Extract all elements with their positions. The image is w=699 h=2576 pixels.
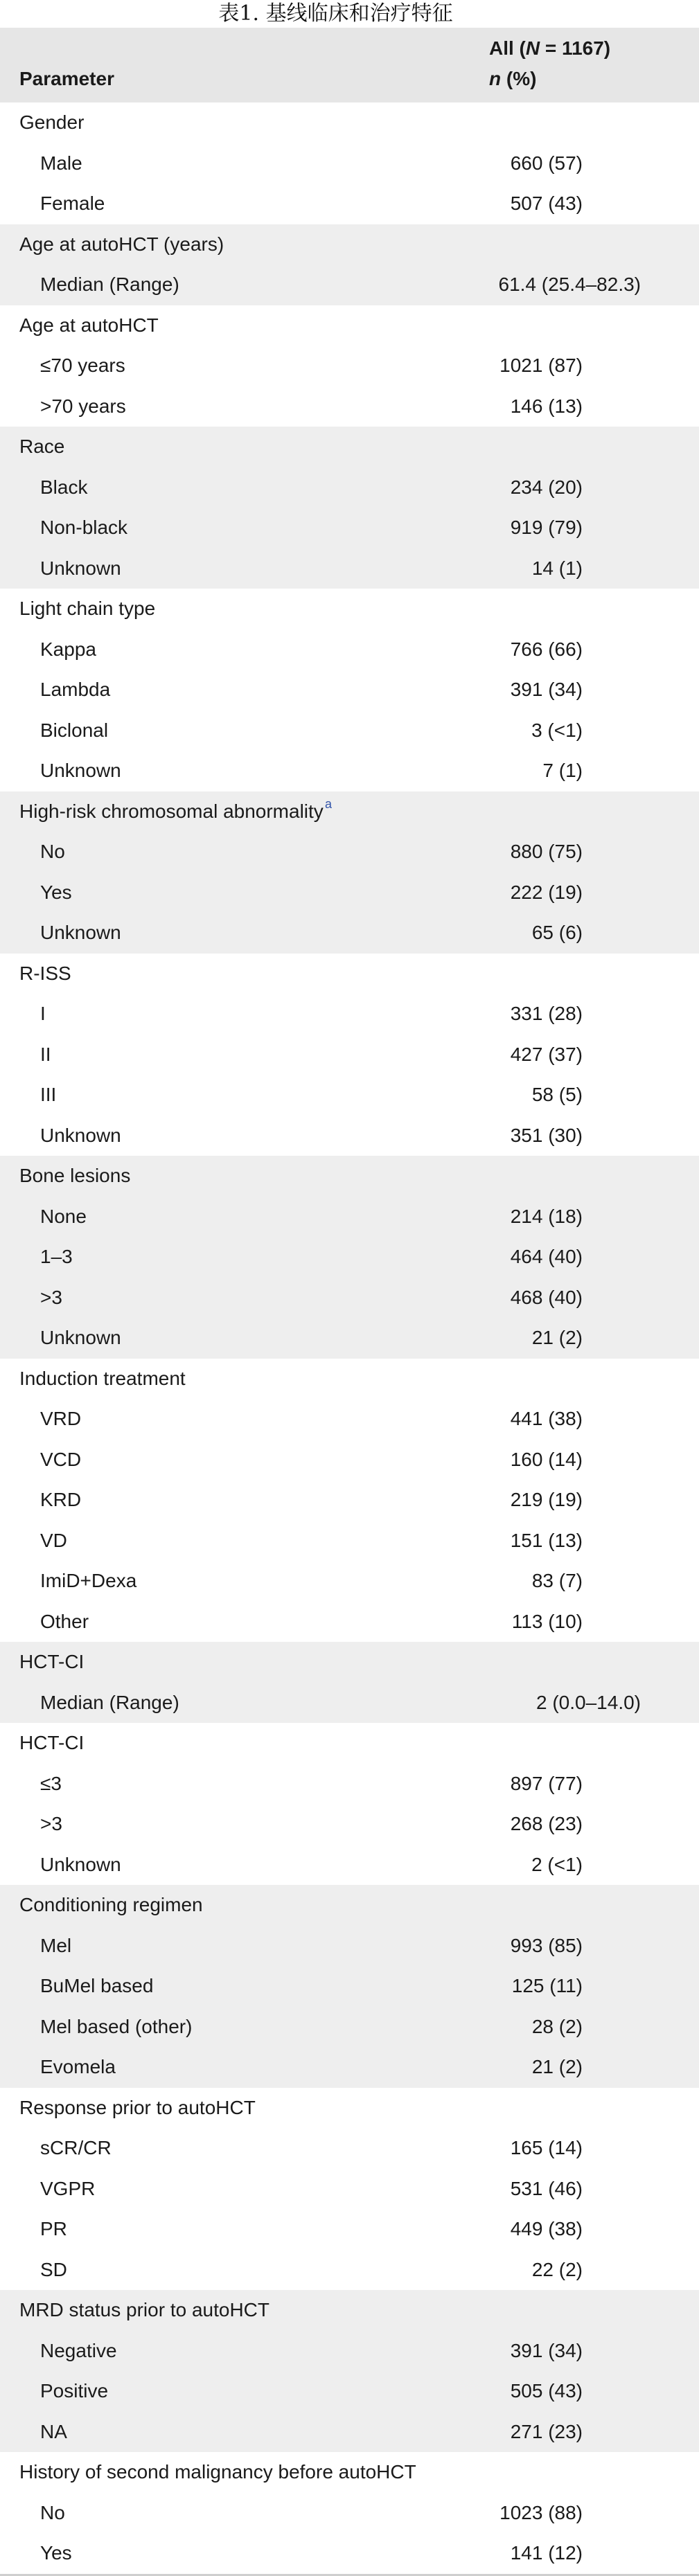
- table-row: [0, 994, 699, 1035]
- table-row: [0, 1278, 699, 1318]
- row-group: [0, 1156, 699, 1359]
- row-label: BuMel based: [40, 1975, 154, 1997]
- row-value: 65 (6): [531, 922, 583, 944]
- table-row: [0, 913, 699, 954]
- row-value: 880 (75): [510, 841, 583, 863]
- row-value: 22 (2): [531, 2258, 583, 2280]
- row-label: 1–3: [40, 1246, 73, 1268]
- row-label: No: [40, 841, 65, 863]
- row-value: 151 (13): [510, 1529, 583, 1551]
- group-heading: HCT-CI: [19, 1732, 85, 1754]
- group-heading-row: [0, 954, 699, 994]
- group-heading: Bone lesions: [19, 1165, 131, 1187]
- row-value: 1023 (88): [499, 2501, 583, 2523]
- row-label: KRD: [40, 1489, 82, 1511]
- table-row: [0, 2007, 699, 2048]
- row-label: Evomela: [40, 2056, 116, 2078]
- row-value: 219 (19): [510, 1489, 583, 1511]
- group-heading: Light chain type: [19, 598, 156, 620]
- group-heading: Age at autoHCT: [19, 314, 159, 336]
- table-header: [0, 28, 699, 102]
- row-value: 113 (10): [511, 1610, 583, 1632]
- table-row: [0, 1480, 699, 1521]
- group-heading-row: [0, 791, 699, 832]
- row-value: 83 (7): [531, 1570, 583, 1592]
- row-value: 468 (40): [510, 1286, 583, 1308]
- row-group: [0, 1359, 699, 1643]
- row-group: [0, 589, 699, 791]
- row-group: [0, 954, 699, 1156]
- row-label: III: [40, 1084, 57, 1106]
- group-heading-row: [0, 1642, 699, 1683]
- table-row: [0, 1602, 699, 1643]
- row-label: Mel: [40, 1934, 72, 1956]
- group-heading-row: [0, 427, 699, 467]
- col-prefix: All (: [489, 37, 526, 59]
- row-value: 58 (5): [531, 1084, 583, 1106]
- row-label: Unknown: [40, 922, 121, 944]
- group-heading-row: [0, 305, 699, 346]
- row-label: Mel based (other): [40, 2015, 193, 2037]
- table-row: [0, 1521, 699, 1562]
- group-heading: History of second malignancy before autoHCT: [19, 2461, 416, 2483]
- table-row: [0, 1440, 699, 1481]
- row-group: [0, 102, 699, 224]
- table-row: [0, 2533, 699, 2574]
- row-value: 441 (38): [510, 1408, 583, 1430]
- row-group: [0, 2088, 699, 2291]
- row-value: 427 (37): [510, 1043, 583, 1065]
- table-caption: 表1. 基线临床和治疗特征: [218, 1, 453, 26]
- table-row: [0, 670, 699, 710]
- row-value: 2 (<1): [531, 1853, 583, 1875]
- row-value: 28 (2): [531, 2015, 583, 2037]
- group-heading: Age at autoHCT (years): [19, 233, 224, 255]
- row-label: NA: [40, 2420, 67, 2442]
- row-label: Median (Range): [40, 274, 179, 296]
- row-value: 766 (66): [510, 638, 583, 660]
- row-value: 21 (2): [531, 2056, 583, 2078]
- row-group: [0, 1723, 699, 1885]
- col-n: N: [525, 37, 540, 59]
- table-row: [0, 143, 699, 184]
- row-label: sCR/CR: [40, 2137, 112, 2159]
- table-row: [0, 832, 699, 873]
- row-value: 61.4 (25.4–82.3): [498, 274, 641, 296]
- col-line2-rest: (%): [501, 68, 537, 89]
- group-heading-row: [0, 1885, 699, 1926]
- row-label: II: [40, 1043, 51, 1065]
- row-label: Yes: [40, 2542, 72, 2564]
- table-row: [0, 2047, 699, 2088]
- row-value: 919 (79): [510, 517, 583, 539]
- row-label: Positive: [40, 2380, 109, 2402]
- row-label: PR: [40, 2218, 67, 2240]
- row-label: I: [40, 1003, 46, 1025]
- table-row: [0, 386, 699, 427]
- row-value: 160 (14): [510, 1448, 583, 1470]
- row-label: No: [40, 2501, 65, 2523]
- table-row: [0, 710, 699, 751]
- group-heading: Gender: [19, 111, 85, 134]
- group-heading-row: [0, 1723, 699, 1764]
- row-value: 464 (40): [510, 1246, 583, 1268]
- table-row: [0, 1683, 699, 1724]
- group-heading-row: [0, 1359, 699, 1399]
- col-line2-n: n: [489, 68, 502, 89]
- group-heading-row: [0, 2452, 699, 2493]
- row-label: Kappa: [40, 638, 96, 660]
- table-row: [0, 1926, 699, 1967]
- footnote-marker[interactable]: a: [325, 796, 333, 811]
- group-heading: R-ISS: [19, 962, 71, 984]
- row-group: [0, 1642, 699, 1723]
- row-label: ≤3: [40, 1772, 62, 1794]
- row-label: Median (Range): [40, 1691, 179, 1713]
- table-row: [0, 1561, 699, 1602]
- group-heading-row: [0, 102, 699, 143]
- table-row: [0, 1116, 699, 1156]
- row-label: >70 years: [40, 395, 126, 417]
- table-bottom-rule: [0, 2574, 699, 2576]
- table-row: [0, 346, 699, 386]
- table-body: [0, 102, 699, 2574]
- row-label: Yes: [40, 881, 72, 903]
- group-heading: Response prior to autoHCT: [19, 2096, 256, 2118]
- table-row: [0, 2169, 699, 2210]
- row-group: [0, 224, 699, 305]
- group-heading-row: [0, 224, 699, 265]
- table-row: [0, 2412, 699, 2453]
- row-value: 271 (23): [510, 2420, 583, 2442]
- row-value: 531 (46): [510, 2177, 583, 2199]
- row-value: 505 (43): [510, 2380, 583, 2402]
- table-row: [0, 1966, 699, 2007]
- row-value: 141 (12): [510, 2542, 583, 2564]
- row-group: [0, 427, 699, 589]
- table-row: [0, 184, 699, 224]
- row-label: Unknown: [40, 1124, 121, 1146]
- row-label: Male: [40, 152, 82, 174]
- row-label: VGPR: [40, 2177, 96, 2199]
- table-row: [0, 2250, 699, 2291]
- row-value: 331 (28): [510, 1003, 583, 1025]
- table-row: [0, 1845, 699, 1886]
- row-value: 1021 (87): [499, 355, 583, 377]
- table-row: [0, 1197, 699, 1237]
- table-row: [0, 2209, 699, 2250]
- table-row: [0, 1804, 699, 1845]
- row-value: 391 (34): [510, 2339, 583, 2361]
- row-label: Biclonal: [40, 719, 109, 741]
- row-label: VD: [40, 1529, 67, 1551]
- table-row: [0, 1318, 699, 1359]
- row-label: Unknown: [40, 1327, 121, 1349]
- table-row: [0, 629, 699, 670]
- row-label: Female: [40, 193, 105, 215]
- group-heading: MRD status prior to autoHCT: [19, 2299, 269, 2321]
- row-value: 351 (30): [510, 1124, 583, 1146]
- table-row: [0, 1399, 699, 1440]
- group-heading-row: [0, 1156, 699, 1197]
- row-value: 222 (19): [510, 881, 583, 903]
- row-value: 7 (1): [542, 760, 583, 782]
- group-heading-row: [0, 2290, 699, 2331]
- table-row: [0, 548, 699, 589]
- group-heading: Conditioning regimen: [19, 1894, 203, 1916]
- row-group: [0, 1885, 699, 2088]
- row-value: 125 (11): [511, 1975, 583, 1997]
- row-value: 214 (18): [510, 1205, 583, 1227]
- row-group: [0, 305, 699, 427]
- row-value: 391 (34): [510, 679, 583, 701]
- table-row: [0, 1075, 699, 1116]
- table-row: [0, 1035, 699, 1075]
- row-value: 14 (1): [531, 557, 583, 579]
- table-row: [0, 2493, 699, 2534]
- row-label: Non-black: [40, 517, 128, 539]
- row-label: >3: [40, 1286, 62, 1308]
- row-value: 449 (38): [510, 2218, 583, 2240]
- group-heading: HCT-CI: [19, 1651, 85, 1673]
- table-row: [0, 1764, 699, 1805]
- table-row: [0, 2128, 699, 2169]
- row-label: Unknown: [40, 760, 121, 782]
- row-label: ≤70 years: [40, 355, 125, 377]
- parameter-header: Parameter: [19, 68, 114, 89]
- table-row: [0, 751, 699, 791]
- row-label: VRD: [40, 1408, 82, 1430]
- table-row: [0, 2371, 699, 2412]
- row-label: Negative: [40, 2339, 117, 2361]
- table-row: [0, 1237, 699, 1278]
- row-group: [0, 2452, 699, 2574]
- row-label: Lambda: [40, 679, 111, 701]
- row-label: Black: [40, 476, 88, 498]
- group-heading: Induction treatment: [19, 1367, 186, 1389]
- table-row: [0, 467, 699, 508]
- row-value: 21 (2): [531, 1327, 583, 1349]
- group-heading: High-risk chromosomal abnormality: [19, 800, 324, 822]
- row-value: 507 (43): [510, 193, 583, 215]
- row-label: Unknown: [40, 1853, 121, 1875]
- row-value: 660 (57): [510, 152, 583, 174]
- row-label: ImiD+Dexa: [40, 1570, 137, 1592]
- row-value: 897 (77): [510, 1772, 583, 1794]
- all-column-header: [489, 33, 610, 94]
- group-heading: Race: [19, 436, 65, 458]
- row-label: SD: [40, 2258, 67, 2280]
- row-label: None: [40, 1205, 87, 1227]
- row-value: 2 (0.0–14.0): [536, 1691, 641, 1713]
- row-value: 268 (23): [510, 1813, 583, 1835]
- row-label: >3: [40, 1813, 62, 1835]
- row-value: 165 (14): [510, 2137, 583, 2159]
- row-value: 3 (<1): [531, 719, 583, 741]
- row-group: [0, 791, 699, 954]
- table-row: [0, 873, 699, 913]
- group-heading-row: [0, 2088, 699, 2129]
- group-heading-row: [0, 589, 699, 629]
- col-eq: = 1167): [540, 37, 611, 59]
- row-value: 146 (13): [510, 395, 583, 417]
- row-label: Unknown: [40, 557, 121, 579]
- table-row: [0, 2331, 699, 2372]
- table-row: [0, 265, 699, 305]
- row-label: VCD: [40, 1448, 82, 1470]
- row-group: [0, 2290, 699, 2452]
- table-row: [0, 508, 699, 548]
- row-label: Other: [40, 1610, 89, 1632]
- row-value: 993 (85): [510, 1934, 583, 1956]
- row-value: 234 (20): [510, 476, 583, 498]
